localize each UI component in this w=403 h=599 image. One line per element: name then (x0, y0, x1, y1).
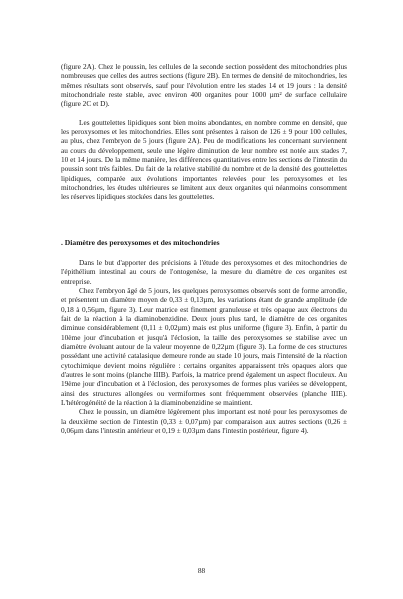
section-heading: . Diamètre des peroxysomes et des mitochondries (61, 237, 220, 247)
page-content (61, 62, 347, 435)
paragraph-embryo-peroxisomes: Chez l'embryon âgé de 5 jours, les quelques peroxysomes observés sont de forme arrondie, et présentent un diamètre moyen de 0,33 ± 0,13µm, les variations étant de grande amplitude (de 0,18 à 0,56µm, figure 3). Leur matrice est finement granuleuse et très opaque aux électrons du fait de la réaction à la diaminobenzidine. Deux jours plus tard, le diamètre de ces organites diminue considérablement (0,11 ± 0,02µm) mais est plus uniforme (figure 3). Enfin, à partir du 10ème jour d'incubation et jusqu'à l'éclosion, la taille des peroxysomes se stabilise avec un diamètre évoluant autour de la valeur moyenne de 0,22µm (figure 3). La forme de ces structures possédant une activité catalasique demeure ronde au stade 10 jours, mais l'intensité de la réaction cytochimique devient moins régulière : certains organites apparaissent très opaques alors que d'autres le sont moins (planche IIIB). Parfois, la matrice prend également un aspect floculeux. Au 19ème jour d'incubation et à l'éclosion, des peroxysomes de formes plus variées se développent, ainsi des structures allongées ou vermiformes sont fréquemment observées (planche IIIE). L'hétérogénéité de la réaction à la diaminobenzidine se maintient. (61, 285, 347, 407)
paragraph-mitochondria-density: (figure 2A). Chez le poussin, les cellules de la seconde section possèdent des mitochondries plus nombreuses que celles des autres sections (figure 2B). En termes de densité de mitochondries, les mêmes résultats sont observés, sauf pour l'évolution entre les stades 14 et 19 jours : la densité mitochondriale reste stable, avec environ 400 organites pour 1000 µm² de surface cellulaire (figure 2C et D). (61, 62, 347, 109)
section-spacer (61, 202, 347, 238)
paragraph-lipid-droplets: Les gouttelettes lipidiques sont bien moins abondantes, en nombre comme en densité, que les peroxysomes et les mitochondries. Elles sont présentes à raison de 126 ± 9 pour 100 cellules, au plus, chez l'embryon de 5 jours (figure 2A). Peu de modifications les concernant surviennent au cours du développement, seule une légère diminution de leur nombre est notée aux stades 7, 10 et 14 jours. De la même manière, les différences quantitatives entre les sections de l'intestin du poussin sont très faibles. Du fait de la relative stabilité du nombre et de la densité des gouttelettes lipidiques, comparée aux évolutions importantes relevées pour les peroxysomes et les mitochondries, les études ultérieures se limitent aux deux organites qui néanmoins consomment les réserves lipidiques stockées dans les gouttelettes. (61, 117, 347, 202)
paragraph-intro-diameter: Dans le but d'apporter des précisions à l'étude des peroxysomes et des mitochondries de l'épithélium intestinal au cours de l'ontogenèse, la mesure du diamètre de ces organites est entreprise. (61, 257, 347, 286)
paragraph-chick-peroxisomes: Chez le poussin, un diamètre légèrement plus important est noté pour les peroxysomes de la deuxième section de l'intestin (0,33 ± 0,07µm) par comparaison aux autres sections (0,26 ± 0,06µm dans l'intestin antérieur et 0,19 ± 0,03µm dans l'intestin postérieur, figure 4). (61, 407, 347, 435)
page-number: 88 (197, 566, 206, 575)
paragraph-spacer (61, 109, 347, 118)
